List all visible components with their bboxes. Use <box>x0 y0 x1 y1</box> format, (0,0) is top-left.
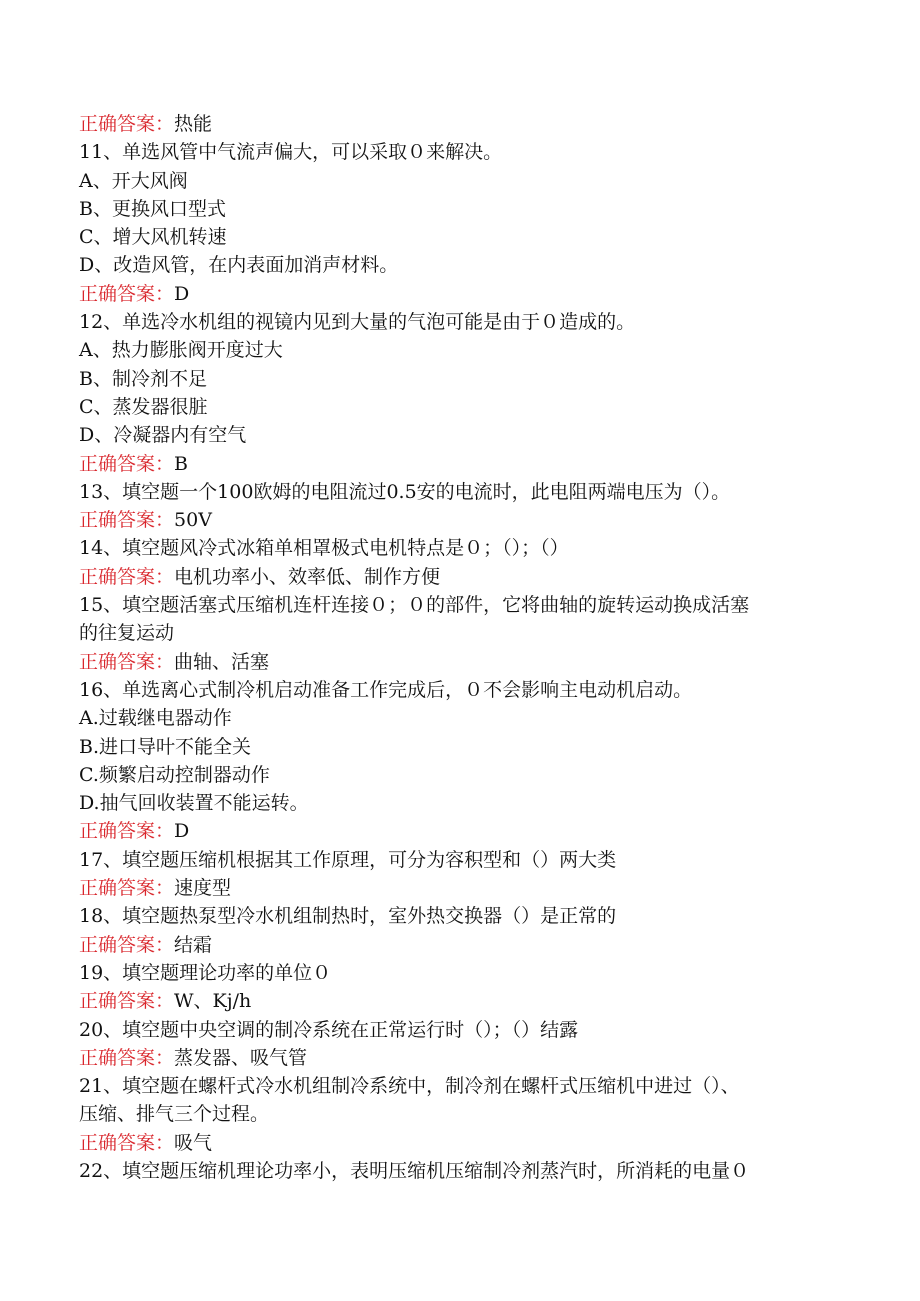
text-line: C、增大风机转速 <box>79 226 227 249</box>
text-line: D、冷凝器内有空气 <box>79 424 247 447</box>
answer-line <box>79 1129 859 1157</box>
answer-value: 吸气 <box>174 1131 213 1154</box>
answer-line <box>79 563 859 591</box>
text-line: B、更换风口型式 <box>79 197 226 220</box>
text-line: D.抽气回收装置不能运转。 <box>79 792 309 815</box>
answer-label: 正确答案： <box>79 650 175 673</box>
text-line: 18、填空题热泵型冷水机组制热时，室外热交换器（）是正常的 <box>79 905 617 928</box>
answer-line <box>79 110 859 138</box>
answer-label: 正确答案： <box>79 877 175 900</box>
text-line: C.频繁启动控制器动作 <box>79 763 270 786</box>
text-line: 16、单选离心式制冷机启动准备工作完成后，０不会影响主电动机启动。 <box>79 678 693 701</box>
answer-line <box>79 1044 859 1072</box>
answer-line <box>79 817 859 845</box>
answer-line <box>79 450 859 478</box>
answer-line <box>79 931 859 959</box>
answer-label: 正确答案： <box>79 113 175 135</box>
answer-label: 正确答案： <box>79 1046 175 1069</box>
text-line: 11、单选风管中气流声偏大，可以采取０来解决。 <box>79 141 503 164</box>
answer-value: 热能 <box>174 113 213 135</box>
text-line: 22、填空题压缩机理论功率小，表明压缩机压缩制冷剂蒸汽时，所消耗的电量０ <box>79 1159 750 1182</box>
text-line: 13、填空题一个100欧姆的电阻流过0.5安的电流时，此电阻两端电压为（）。 <box>79 480 731 503</box>
text-line: B、制冷剂不足 <box>79 367 207 390</box>
answer-label: 正确答案： <box>79 282 175 305</box>
answer-label: 正确答案： <box>79 452 175 475</box>
text-line: 21、填空题在螺杆式冷水机组制冷系统中，制冷剂在螺杆式压缩机中进过（）、 <box>79 1075 740 1098</box>
answer-value: 结霜 <box>174 933 213 956</box>
text-line: 12、单选冷水机组的视镜内见到大量的气泡可能是由于０造成的。 <box>79 311 636 334</box>
answer-value: D <box>174 820 190 843</box>
answer-label: 正确答案： <box>79 565 175 588</box>
answer-value: 曲轴、活塞 <box>174 650 270 673</box>
answer-label: 正确答案： <box>79 1131 175 1154</box>
answer-value: 蒸发器、吸气管 <box>174 1046 308 1069</box>
answer-line <box>79 280 859 308</box>
answer-value: W、Kj/h <box>174 990 252 1013</box>
text-line: B.进口导叶不能全关 <box>79 735 252 758</box>
text-line: A、开大风阀 <box>79 169 188 192</box>
answer-line <box>79 648 859 676</box>
answer-line <box>79 506 859 534</box>
document-body <box>79 110 859 1185</box>
text-line: 20、填空题中央空调的制冷系统在正常运行时（）；（）结露 <box>79 1018 579 1041</box>
text-line: 19、填空题理论功率的单位０ <box>79 961 332 984</box>
answer-label: 正确答案： <box>79 990 175 1013</box>
answer-value: B <box>174 452 188 475</box>
text-line: A.过载继电器动作 <box>79 707 232 730</box>
text-line: 压缩、排气三个过程。 <box>79 1103 270 1126</box>
text-line: 15、填空题活塞式压缩机连杆连接０；０的部件，它将曲轴的旋转运动换成活塞 <box>79 594 750 617</box>
answer-value: 电机功率小、效率低、制作方便 <box>174 565 441 588</box>
answer-label: 正确答案： <box>79 820 175 843</box>
answer-label: 正确答案： <box>79 509 175 532</box>
answer-label: 正确答案： <box>79 933 175 956</box>
answer-value: 50V <box>174 509 212 532</box>
text-line: 的往复运动 <box>79 622 175 645</box>
text-line: 14、填空题风冷式冰箱单相罩极式电机特点是０；（）；（） <box>79 537 569 560</box>
answer-value: 速度型 <box>174 877 232 900</box>
text-line: C、蒸发器很脏 <box>79 395 208 418</box>
text-line: D、改造风管，在内表面加消声材料。 <box>79 254 399 277</box>
answer-line <box>79 874 859 902</box>
text-line: 17、填空题压缩机根据其工作原理，可分为容积型和（）两大类 <box>79 848 617 871</box>
answer-line <box>79 987 859 1015</box>
answer-value: D <box>174 282 190 305</box>
text-line: A、热力膨胀阀开度过大 <box>79 339 283 362</box>
